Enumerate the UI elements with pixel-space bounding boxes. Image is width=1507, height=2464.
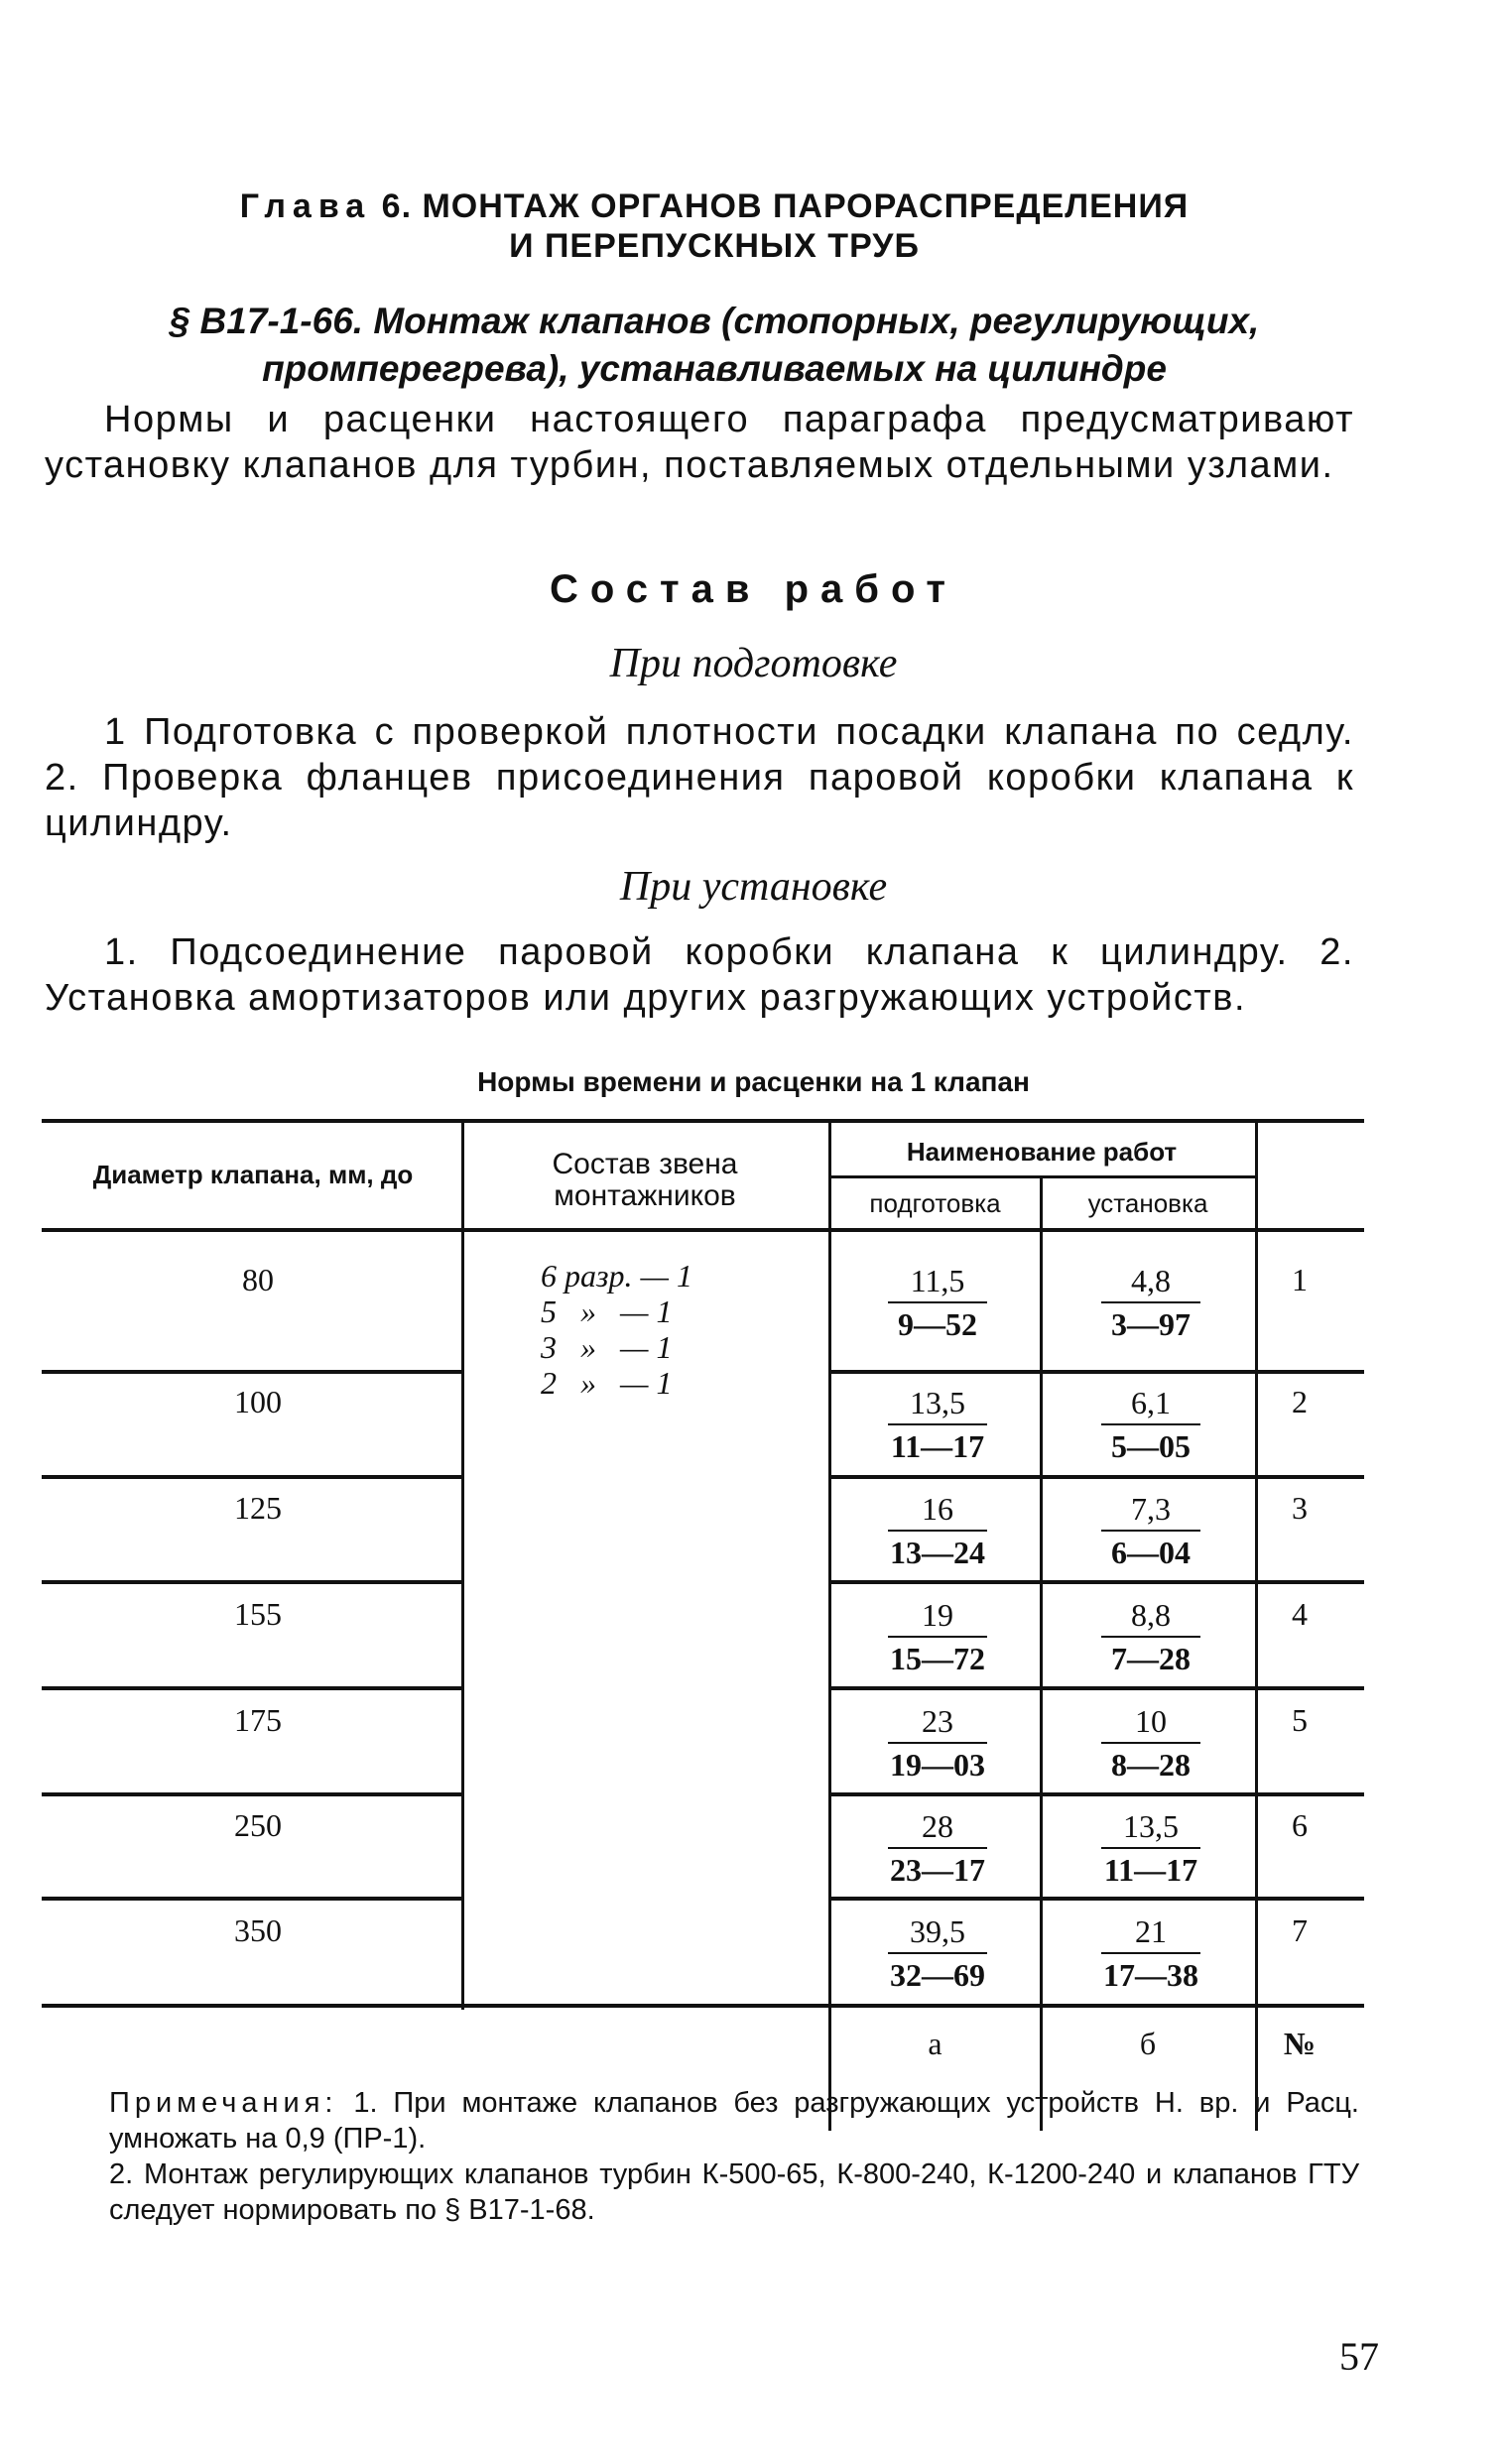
divider-num (1255, 1119, 1258, 2131)
row-rule-5a (42, 1792, 461, 1796)
diameter-cell: 175 (234, 1702, 282, 1738)
note-2: 2. Монтаж регулирующих клапанов турбин К-500-65, К-800-240, К-1200-240 и клапанов ГТУ следует нормировать по § В17-1-68. (109, 2158, 1359, 2226)
section-title (60, 298, 1369, 393)
install-value (1071, 1596, 1230, 1677)
prep-rate: 15—72 (890, 1641, 985, 1676)
diameter-cell: 350 (234, 1912, 282, 1948)
prep-value (858, 1807, 1017, 1889)
row-number: 3 (1292, 1490, 1308, 1526)
chapter-title-rest: 6. МОНТАЖ ОРГАНОВ ПАРОРАСПРЕДЕЛЕНИЯ (381, 187, 1190, 225)
install-rate: 7—28 (1111, 1641, 1191, 1676)
install-norm: 7,3 (1131, 1491, 1171, 1527)
prep-rate: 9—52 (898, 1306, 977, 1342)
note-1 (109, 2085, 1359, 2156)
row-number: 2 (1292, 1384, 1308, 1419)
prep-rate: 13—24 (890, 1535, 985, 1570)
install-rate: 8—28 (1111, 1747, 1191, 1783)
install-value (1071, 1807, 1230, 1889)
install-norm: 21 (1135, 1913, 1167, 1949)
prep-norm: 39,5 (910, 1913, 965, 1949)
row-rule-5b (828, 1792, 1364, 1796)
install-rate: 5—05 (1111, 1428, 1191, 1464)
fraction-bar (888, 1423, 987, 1425)
divider-crew (461, 1119, 464, 2010)
install-value (1071, 1490, 1230, 1571)
fraction-bar (888, 1530, 987, 1532)
fraction-bar (888, 1742, 987, 1744)
header-prep: подготовка (869, 1188, 1001, 1218)
row-rule-1a (42, 1370, 461, 1374)
fraction-bar (888, 1636, 987, 1638)
prep-paragraph: 1 Подготовка с проверкой плотности посадки клапана по седлу. 2. Проверка фланцев присоединения паровой коробки клапана к цилиндру. (45, 711, 1354, 844)
header-install: установка (1087, 1188, 1208, 1218)
section-line-1: § В17-1-66. Монтаж клапанов (стопорных, регулирующих, (169, 301, 1260, 341)
prep-heading: При подготовке (609, 641, 898, 686)
fraction-bar (888, 1301, 987, 1303)
prep-value (858, 1702, 1017, 1784)
footer-num: № (1283, 2026, 1317, 2061)
fraction-bar (1101, 1530, 1200, 1532)
prep-norm: 23 (922, 1703, 953, 1739)
header-diameter: Диаметр клапана, мм, до (92, 1160, 414, 1189)
install-norm: 8,8 (1131, 1597, 1171, 1633)
intro-paragraph: Нормы и расценки настоящего параграфа предусматривают установку клапанов для турбин, поставляемых отдельными узлами. (45, 399, 1354, 486)
prep-norm: 28 (922, 1808, 953, 1844)
prep-value (858, 1262, 1017, 1343)
install-value (1071, 1912, 1230, 1994)
install-norm: 4,8 (1131, 1263, 1171, 1298)
diameter-cell: 155 (234, 1596, 282, 1632)
diameter-cell: 100 (234, 1384, 282, 1419)
header-works: Наименование работ (906, 1137, 1178, 1167)
fraction-bar (1101, 1847, 1200, 1849)
row-rule-2a (42, 1475, 461, 1479)
prep-rate: 32—69 (890, 1957, 985, 1993)
install-heading: При установке (619, 864, 888, 910)
crew-composition (541, 1258, 759, 1401)
notes-block (109, 2085, 1359, 2228)
install-rate: 17—38 (1103, 1957, 1198, 1993)
row-number: 5 (1292, 1702, 1308, 1738)
fraction-bar (1101, 1423, 1200, 1425)
install-norm: 10 (1135, 1703, 1167, 1739)
fraction-bar (1101, 1301, 1200, 1303)
prep-value (858, 1490, 1017, 1571)
divider-prep-install (1040, 1176, 1043, 2131)
chapter-line-2: И ПЕРЕПУСКНЫХ ТРУБ (509, 227, 920, 265)
prep-value (858, 1384, 1017, 1465)
row-rule-4a (42, 1686, 461, 1690)
row-rule-2b (828, 1475, 1364, 1479)
prep-value (858, 1596, 1017, 1677)
row-rule-3b (828, 1580, 1364, 1584)
row-rule-1b (828, 1370, 1364, 1374)
table-caption: Нормы времени и расценки на 1 клапан (477, 1066, 1030, 1097)
chapter-line-1 (129, 186, 1300, 226)
diameter-cell: 250 (234, 1807, 282, 1843)
footer-b: б (1139, 2026, 1157, 2061)
fraction-bar (1101, 1952, 1200, 1954)
fraction-bar (1101, 1742, 1200, 1744)
prep-rate: 19—03 (890, 1747, 985, 1783)
prep-rate: 23—17 (890, 1852, 985, 1888)
row-rule-4b (828, 1686, 1364, 1690)
crew-line: 3 » — 1 (541, 1329, 673, 1365)
install-rate: 11—17 (1103, 1852, 1198, 1888)
fraction-bar (1101, 1636, 1200, 1638)
chapter-prefix: Глава (239, 187, 372, 225)
table-bottom-rule (42, 2004, 1364, 2008)
notes-label: Примечания: (109, 2087, 338, 2119)
crew-line: 2 » — 1 (541, 1365, 673, 1401)
prep-norm: 16 (922, 1491, 953, 1527)
section-line-2: промперегрева), устанавливаемых на цилиндре (262, 348, 1167, 389)
fraction-bar (888, 1847, 987, 1849)
install-norm: 13,5 (1123, 1808, 1179, 1844)
crew-line: 6 разр. — 1 (541, 1258, 692, 1294)
install-value (1071, 1702, 1230, 1784)
prep-norm: 11,5 (910, 1263, 965, 1298)
install-paragraph: 1. Подсоединение паровой коробки клапана к цилиндру. 2. Установка амортизаторов или других разгружающих устройств. (45, 931, 1354, 1019)
table-top-rule (42, 1119, 1364, 1123)
footer-a: а (928, 2026, 942, 2061)
chapter-title (129, 186, 1300, 266)
fraction-bar (888, 1952, 987, 1954)
composition-heading: Состав работ (550, 567, 957, 611)
prep-norm: 13,5 (910, 1385, 965, 1420)
header-crew: Состав звена монтажников (552, 1148, 738, 1212)
install-norm: 6,1 (1131, 1385, 1171, 1420)
row-rule-6b (828, 1897, 1364, 1901)
row-rule-3a (42, 1580, 461, 1584)
prep-rate: 11—17 (890, 1428, 985, 1464)
row-number: 1 (1292, 1262, 1308, 1297)
install-value (1071, 1262, 1230, 1343)
divider-works (828, 1119, 831, 2131)
row-number: 6 (1292, 1807, 1308, 1843)
page-number: 57 (1339, 2334, 1379, 2379)
row-number: 7 (1292, 1912, 1308, 1948)
prep-value (858, 1912, 1017, 1994)
prep-norm: 19 (922, 1597, 953, 1633)
install-value (1071, 1384, 1230, 1465)
install-rate: 6—04 (1111, 1535, 1191, 1570)
crew-line: 5 » — 1 (541, 1294, 673, 1329)
header-bottom-rule (42, 1228, 1364, 1232)
diameter-cell: 125 (234, 1490, 282, 1526)
note-1-text: 1. При монтаже клапанов без разгружающих устройств Н. вр. и Расц. умножать на 0,9 (ПР-1). (109, 2087, 1359, 2155)
install-rate: 3—97 (1111, 1306, 1191, 1342)
diameter-cell: 80 (242, 1262, 274, 1297)
row-number: 4 (1292, 1596, 1308, 1632)
row-rule-6a (42, 1897, 461, 1901)
